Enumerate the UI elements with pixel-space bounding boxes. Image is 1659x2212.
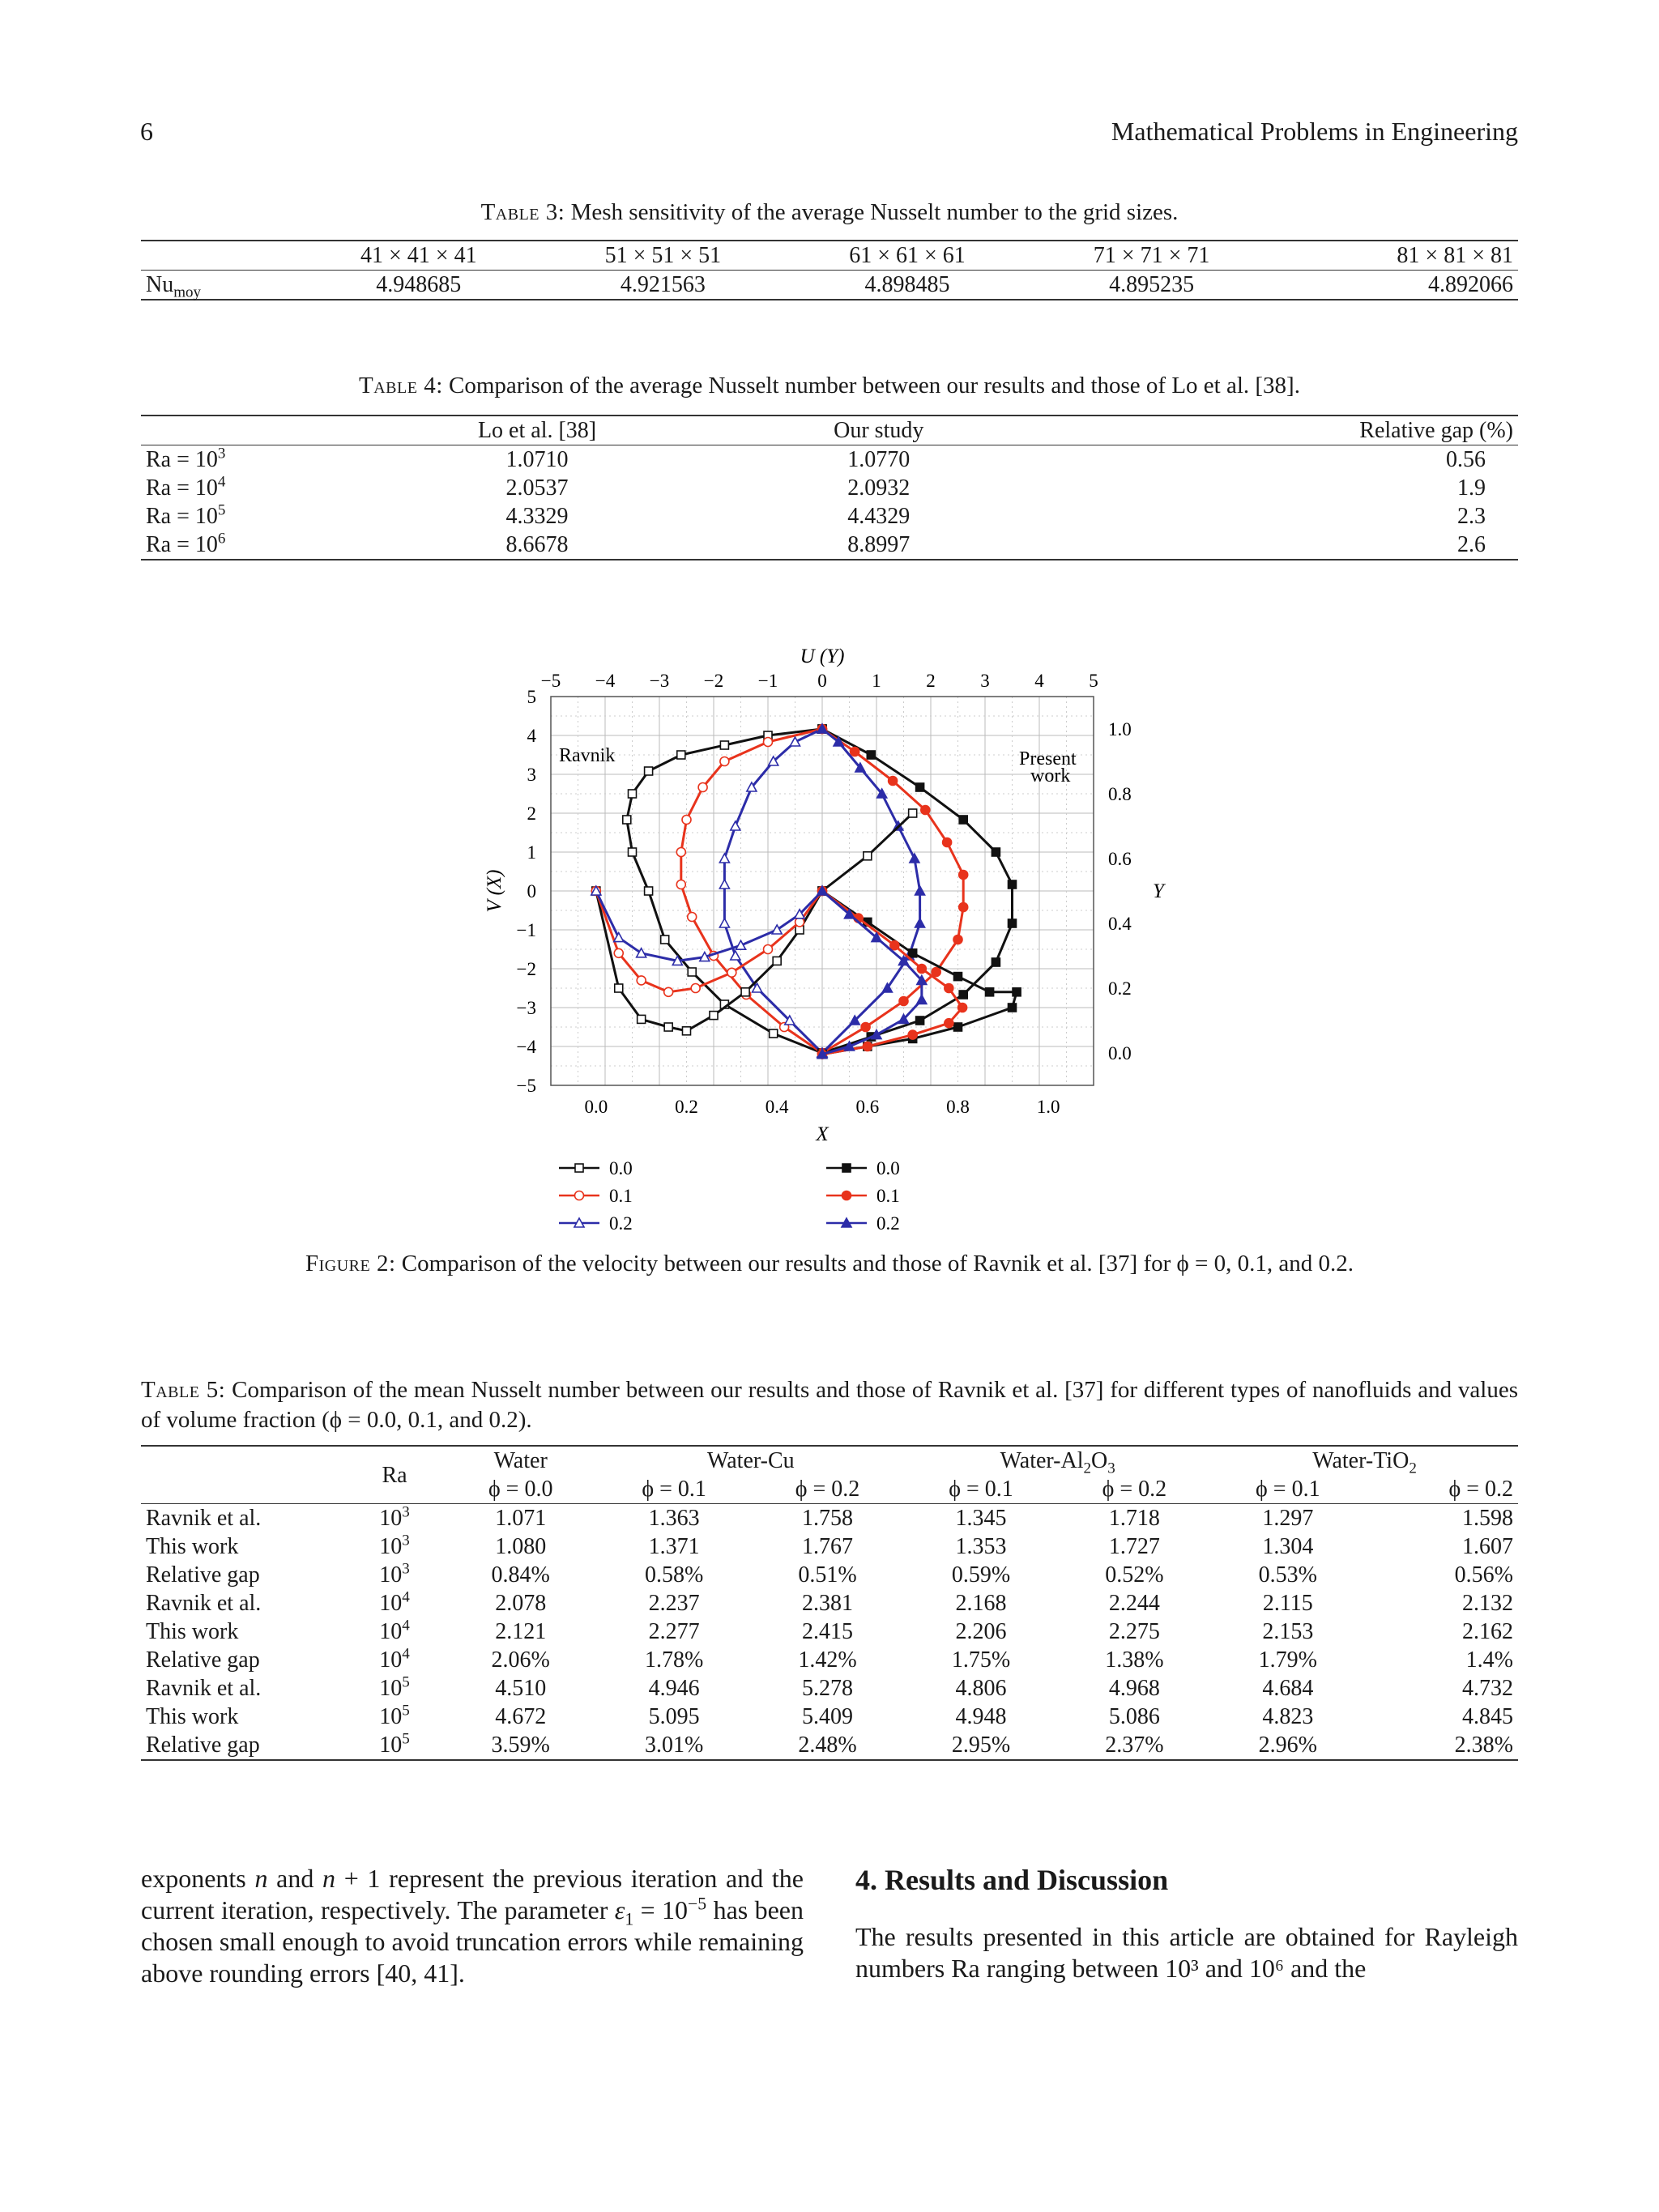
y-left-tick-label: 2: [527, 803, 536, 824]
table3-col: 51 × 51 × 51: [604, 243, 722, 268]
table5-row: [141, 1589, 1518, 1617]
data-point: [629, 790, 637, 798]
table4-cell: 2.0537: [505, 475, 569, 501]
table4-cell: 1.9: [1457, 475, 1486, 501]
data-point: [909, 809, 917, 817]
data-point: [661, 936, 669, 944]
data-point: [731, 951, 740, 960]
series-line: [596, 891, 822, 992]
table5-cell: 4.948: [955, 1704, 1007, 1729]
body-right-paragraph: The results presented in this article are obtained for Rayleigh numbers Ra ranging between 10³ and 10⁶ and the: [855, 1922, 1518, 1983]
x-bottom-tick-label: 1.0: [1036, 1097, 1060, 1117]
data-point: [899, 997, 908, 1006]
label-present: work: [1030, 765, 1071, 786]
table5-row: [141, 1561, 1518, 1589]
table5-row: [141, 1703, 1518, 1731]
data-point: [992, 848, 1000, 856]
table5-cell: 1.767: [802, 1534, 854, 1559]
table5-ra-cell: $10^3$: [379, 1503, 410, 1531]
table5-caption-label: Table 5:: [141, 1377, 226, 1403]
table5-cell: 0.56%: [1454, 1562, 1513, 1588]
data-point: [614, 933, 624, 942]
table5-row: [141, 1504, 1518, 1533]
series-present-work-vx: [818, 887, 967, 1059]
table5-group-water: Water: [493, 1448, 548, 1473]
x-top-tick-label: 3: [980, 671, 990, 691]
table5-cell: 1.297: [1262, 1506, 1314, 1531]
table5-cell: 0.84%: [491, 1562, 550, 1588]
table5-cell: 1.353: [955, 1534, 1007, 1559]
data-point: [959, 991, 967, 999]
data-point: [954, 973, 962, 981]
x-top-tick-label: 1: [872, 671, 881, 691]
table5-caption-text: Comparison of the mean Nusselt number between our results and those of Ravnik et al. [37] for different types of nanofluids and values of volume fraction (ϕ = 0.0, 0.1, and 0.2).: [141, 1377, 1519, 1433]
table3-row: [141, 271, 1518, 300]
data-point: [677, 751, 685, 759]
data-point: [908, 1030, 917, 1039]
table5-cell: 2.48%: [798, 1733, 857, 1758]
data-point: [741, 988, 749, 996]
y-left-tick-label: −4: [516, 1037, 536, 1057]
data-point: [614, 948, 623, 957]
data-point: [645, 887, 653, 895]
y-left-tick-label: −1: [516, 920, 536, 940]
section-title: 4. Results and Discussion: [855, 1864, 1169, 1896]
data-point: [676, 880, 685, 889]
data-point: [764, 738, 773, 747]
table3-cell: 4.921563: [620, 272, 706, 297]
data-point: [676, 848, 685, 857]
table5-cell: 0.51%: [798, 1562, 857, 1588]
y-left-tick-label: 5: [527, 687, 536, 707]
x-top-tick-label: −3: [649, 671, 670, 691]
y-left-tick-label: 3: [527, 765, 536, 785]
table5-cell: 2.06%: [491, 1647, 550, 1673]
table3-col: 61 × 61 × 61: [849, 243, 966, 268]
table4: [141, 415, 1518, 560]
chart-legend: [559, 1158, 900, 1231]
y-left-tick-label: 1: [527, 842, 536, 863]
table4-row-label: $Ra = 10^3$: [146, 445, 226, 472]
data-point: [698, 783, 707, 792]
table5-phi-header: ϕ = 0.1: [949, 1477, 1013, 1502]
legend-marker: [842, 1191, 851, 1200]
table5-cell: 2.277: [648, 1619, 700, 1644]
label-ravnik: Ravnik: [559, 745, 616, 766]
table5-ra-cell: $10^3$: [379, 1560, 410, 1588]
data-point: [719, 918, 729, 927]
y-right-tick-label: 0.8: [1108, 784, 1132, 804]
data-point: [863, 1042, 872, 1051]
table5-cell: 2.38%: [1454, 1733, 1513, 1758]
table5-cell: 4.510: [495, 1676, 547, 1701]
data-point: [691, 984, 700, 993]
table4-cell: 0.56: [1446, 447, 1486, 472]
table5-cell: 1.607: [1462, 1534, 1513, 1559]
table5-row: [141, 1617, 1518, 1646]
data-point: [916, 783, 924, 791]
table5-cell: 0.52%: [1105, 1562, 1164, 1588]
table5-cell: 1.371: [648, 1534, 700, 1559]
data-point: [682, 816, 691, 825]
x-top-tick-label: −1: [757, 671, 778, 691]
legend-marker: [575, 1164, 583, 1172]
y-left-tick-label: −3: [516, 998, 536, 1018]
table4-cell: 1.0710: [505, 447, 569, 472]
table4-cell: 8.8997: [847, 532, 911, 557]
table5-caption: [141, 1375, 1518, 1435]
table5-cell: 1.598: [1462, 1506, 1513, 1531]
table3-cell: 4.948685: [376, 272, 462, 297]
data-point: [719, 880, 729, 889]
data-point: [638, 1015, 646, 1023]
data-point: [953, 936, 962, 944]
table4-cell: 4.4329: [847, 504, 911, 529]
data-point: [637, 976, 646, 985]
x-top-tick-label: 2: [926, 671, 936, 691]
table5-row-label: Relative gap: [146, 1733, 260, 1758]
data-point: [861, 1023, 870, 1032]
label-present: Present: [1019, 748, 1077, 769]
y-right-tick-label: 0.6: [1108, 849, 1132, 869]
table4-header-row: [141, 416, 1518, 445]
legend-marker: [575, 1191, 584, 1200]
data-point: [645, 767, 653, 775]
data-point: [770, 1029, 778, 1038]
legend-label: 0.1: [876, 1186, 900, 1206]
table5-cell: 4.732: [1462, 1676, 1513, 1701]
table4-cell: 4.3329: [505, 504, 569, 529]
table5-cell: 1.4%: [1465, 1647, 1513, 1673]
table4-caption-text: Comparison of the average Nusselt number between our results and those of Lo et al. [38].: [449, 373, 1300, 399]
table5-row-label: Relative gap: [146, 1562, 260, 1588]
table3-col: 41 × 41 × 41: [360, 243, 477, 268]
y-right-tick-label: 0.2: [1108, 978, 1132, 999]
table5-row-label: Relative gap: [146, 1647, 260, 1673]
data-point: [867, 751, 875, 759]
data-point: [889, 777, 898, 786]
table5-group-water-cu: Water-Cu: [707, 1448, 795, 1473]
table3-caption-text: Mesh sensitivity of the average Nusselt number to the grid sizes.: [570, 199, 1179, 225]
table5-row: [141, 1532, 1518, 1561]
table5-cell: 0.58%: [644, 1562, 704, 1588]
table5-group-row: [141, 1446, 1518, 1475]
table5-cell: 1.38%: [1105, 1647, 1164, 1673]
data-point: [731, 821, 740, 830]
data-point: [615, 984, 623, 992]
data-point: [959, 903, 968, 912]
x-top-tick-label: −4: [595, 671, 616, 691]
journal-title: Mathematical Problems in Engineering: [1111, 117, 1518, 146]
data-point: [992, 958, 1000, 966]
legend-label: 0.1: [609, 1186, 633, 1206]
y-right-axis-label: Y: [1153, 880, 1164, 902]
table5-row: [141, 1646, 1518, 1674]
data-point: [986, 988, 994, 996]
table3: [141, 240, 1518, 300]
table5-cell: 2.96%: [1258, 1733, 1317, 1758]
table5-cell: 2.115: [1262, 1591, 1313, 1616]
data-point: [954, 1023, 962, 1031]
table3-caption-label: Table 3:: [480, 199, 565, 225]
page-number: 6: [140, 117, 153, 146]
x-top-tick-label: 0: [817, 671, 827, 691]
table5-cell: 1.727: [1108, 1534, 1160, 1559]
data-point: [1009, 919, 1017, 927]
table5-cell: 0.59%: [951, 1562, 1011, 1588]
data-point: [921, 806, 930, 815]
x-top-axis-label: U (Y): [800, 646, 845, 667]
data-point: [943, 838, 952, 847]
table5-cell: 2.162: [1462, 1619, 1513, 1644]
table4-cell: 2.0932: [847, 475, 911, 501]
table5-cell: 0.53%: [1258, 1562, 1317, 1588]
table5-row: [141, 1731, 1518, 1760]
table5-phi-header: ϕ = 0.2: [1448, 1477, 1513, 1502]
table5-cell: 1.75%: [951, 1647, 1011, 1673]
x-bottom-tick-label: 0.2: [675, 1097, 698, 1117]
data-point: [851, 748, 859, 757]
data-point: [910, 854, 919, 863]
data-point: [958, 1004, 967, 1012]
table5: [141, 1445, 1518, 1761]
table5-cell: 4.823: [1262, 1704, 1314, 1729]
table5-cell: 5.409: [802, 1704, 854, 1729]
data-point: [710, 1012, 718, 1020]
y-left-tick-label: −2: [516, 959, 536, 979]
table3-caption: [141, 199, 1518, 226]
table5-cell: 4.806: [955, 1676, 1007, 1701]
table5-phi-header: ϕ = 0.0: [488, 1477, 553, 1502]
table4-cell: 1.0770: [847, 447, 911, 472]
data-point: [764, 945, 773, 954]
table5-ra-cell: $10^5$: [379, 1730, 410, 1758]
table5-cell: 2.37%: [1105, 1733, 1164, 1758]
table5-phi-header: ϕ = 0.1: [642, 1477, 706, 1502]
table5-cell: 1.718: [1108, 1506, 1160, 1531]
table5-ra-cell: $10^4$: [379, 1645, 410, 1673]
table5-cell: 2.415: [802, 1619, 854, 1644]
series-ravnik-vx: [591, 886, 827, 965]
data-point: [959, 871, 968, 880]
data-point: [773, 957, 781, 965]
series-line: [596, 891, 822, 961]
data-point: [623, 816, 631, 824]
table5-cell: 2.132: [1462, 1591, 1513, 1616]
table4-col: Relative gap (%): [1359, 418, 1513, 443]
data-point: [945, 1019, 953, 1028]
table5-group-water-tio2: Water-TiO$_2$: [1312, 1448, 1417, 1477]
data-point: [1009, 880, 1017, 889]
data-point: [727, 968, 736, 977]
data-point: [688, 913, 697, 922]
x-bottom-axis-label: X: [816, 1123, 829, 1145]
table5-row-label: Ravnik et al.: [146, 1676, 262, 1701]
table3-header-empty: [141, 241, 296, 271]
table5-group-water-al2o3: Water-$Al_2O_3$: [1000, 1448, 1115, 1477]
data-point: [959, 816, 967, 824]
figure2-caption-text: Comparison of the velocity between our results and those of Ravnik et al. [37] for ϕ = 0, 0.1, and 0.2.: [401, 1251, 1354, 1276]
data-point: [916, 1016, 924, 1025]
table3-header-row: [141, 241, 1518, 271]
table3-cell: 4.898485: [864, 272, 950, 297]
table5-cell: 4.684: [1262, 1676, 1314, 1701]
table5-cell: 4.946: [648, 1676, 700, 1701]
table5-row-label: Ravnik et al.: [146, 1506, 262, 1531]
table5-cell: 4.968: [1108, 1676, 1160, 1701]
y-left-tick-label: −5: [516, 1076, 536, 1096]
table4-caption: [141, 373, 1518, 399]
table4-col: Our study: [834, 418, 924, 443]
data-point: [890, 941, 899, 950]
table5-cell: 1.758: [802, 1506, 854, 1531]
table5-cell: 2.121: [495, 1619, 547, 1644]
table5-cell: 1.79%: [1258, 1647, 1317, 1673]
legend-label: 0.0: [609, 1158, 633, 1178]
table5-ra-cell: $10^5$: [379, 1702, 410, 1729]
data-point: [945, 984, 953, 993]
table4-row-label: $Ra = 10^4$: [146, 473, 226, 501]
x-top-tick-label: −5: [540, 671, 561, 691]
table5-cell: 5.095: [648, 1704, 700, 1729]
table5-row-label: Ravnik et al.: [146, 1591, 262, 1616]
data-point: [720, 741, 728, 749]
legend-label: 0.2: [609, 1213, 633, 1231]
x-bottom-tick-label: 0.6: [855, 1097, 880, 1117]
data-point: [683, 1027, 691, 1035]
table4-row-label: $Ra = 10^6$: [146, 530, 226, 557]
x-bottom-tick-label: 0.8: [946, 1097, 970, 1117]
table4-cell: 8.6678: [505, 532, 569, 557]
data-point: [688, 968, 696, 976]
table5-ra-cell: $10^3$: [379, 1532, 410, 1559]
table5-cell: 2.237: [648, 1591, 700, 1616]
table5-header-empty: [141, 1446, 345, 1504]
table4-row: [141, 502, 1518, 531]
table5-ra-header: Ra: [382, 1462, 407, 1488]
table5-phi-header: ϕ = 0.2: [795, 1477, 860, 1502]
x-top-tick-label: 5: [1089, 671, 1098, 691]
legend-label: 0.0: [876, 1158, 900, 1178]
table5-row-label: This work: [146, 1704, 239, 1729]
x-bottom-tick-label: 0.4: [765, 1097, 789, 1117]
legend-label: 0.2: [876, 1213, 900, 1231]
table4-cell: 2.3: [1457, 504, 1486, 529]
body-left-paragraph: exponents n and n + 1 represent the previous iteration and the current iteration, respectively. The parameter $\varepsilon_1 = 10^{-5}$ has been chosen small enough to avoid truncation errors while remaining above rounding errors [40, 41].: [141, 1864, 804, 1988]
table4-row: [141, 531, 1518, 560]
data-point: [719, 854, 729, 863]
table3-row-label: $Nu_{moy}$: [146, 272, 202, 301]
table5-phi-header: ϕ = 0.1: [1256, 1477, 1320, 1502]
series-line: [822, 891, 922, 1055]
table5-cell: 3.59%: [491, 1733, 550, 1758]
y-left-tick-label: 4: [527, 726, 536, 746]
table4-row: [141, 474, 1518, 502]
table4-row-label: $Ra = 10^5$: [146, 501, 226, 529]
table3-col: 81 × 81 × 81: [1397, 243, 1513, 268]
x-bottom-tick-label: 0.0: [584, 1097, 608, 1117]
data-point: [664, 987, 673, 996]
table5-cell: 1.363: [648, 1506, 700, 1531]
table5-cell: 3.01%: [644, 1733, 704, 1758]
figure2-caption: [141, 1251, 1518, 1277]
data-point: [1013, 988, 1021, 996]
data-point: [720, 757, 729, 766]
y-left-tick-label: 0: [527, 881, 536, 901]
table5-row-label: This work: [146, 1534, 239, 1559]
table3-cell: 4.895235: [1109, 272, 1195, 297]
data-point: [917, 995, 927, 1004]
legend-marker: [842, 1164, 851, 1172]
table5-cell: 1.78%: [644, 1647, 704, 1673]
data-point: [664, 1023, 672, 1031]
table5-cell: 2.244: [1108, 1591, 1160, 1616]
table3-col: 71 × 71 × 71: [1093, 243, 1210, 268]
table5-cell: 1.304: [1262, 1534, 1314, 1559]
y-right-tick-label: 0.0: [1108, 1043, 1132, 1063]
table5-cell: 5.278: [802, 1676, 854, 1701]
y-left-axis-label: V (X): [484, 869, 505, 913]
x-top-tick-label: 4: [1034, 671, 1044, 691]
table5-cell: 2.078: [495, 1591, 547, 1616]
table5-cell: 1.071: [495, 1506, 547, 1531]
figure2-chart: [454, 632, 1166, 1231]
table5-cell: 2.275: [1108, 1619, 1160, 1644]
table5-ra-cell: $10^4$: [379, 1588, 410, 1616]
figure2-caption-label: Figure 2:: [305, 1251, 396, 1276]
data-point: [1009, 1004, 1017, 1012]
table5-ra-cell: $10^4$: [379, 1617, 410, 1644]
table5-phi-header: ϕ = 0.2: [1102, 1477, 1167, 1502]
table5-cell: 2.381: [802, 1591, 854, 1616]
x-top-tick-label: −2: [703, 671, 724, 691]
table5-cell: 1.345: [955, 1506, 1007, 1531]
table5-cell: 2.153: [1262, 1619, 1314, 1644]
y-right-tick-label: 1.0: [1108, 719, 1132, 739]
data-point: [909, 949, 917, 957]
data-point: [864, 852, 872, 860]
table5-cell: 1.080: [495, 1534, 547, 1559]
table3-cell: 4.892066: [1428, 272, 1513, 297]
table4-cell: 2.6: [1457, 532, 1486, 557]
data-point: [917, 965, 926, 974]
table5-row: [141, 1674, 1518, 1703]
table5-cell: 2.95%: [951, 1733, 1011, 1758]
table5-cell: 2.168: [955, 1591, 1007, 1616]
y-right-tick-label: 0.4: [1108, 914, 1132, 934]
table4-caption-label: Table 4:: [359, 373, 443, 399]
table5-cell: 5.086: [1108, 1704, 1160, 1729]
table5-row-label: This work: [146, 1619, 239, 1644]
table5-cell: 4.845: [1462, 1704, 1513, 1729]
data-point: [932, 968, 940, 977]
table5-cell: 2.206: [955, 1619, 1007, 1644]
data-point: [629, 848, 637, 856]
table5-ra-cell: $10^5$: [379, 1673, 410, 1701]
data-point: [915, 918, 925, 927]
table4-row: [141, 445, 1518, 475]
table4-header-empty: [141, 416, 345, 445]
table5-cell: 1.42%: [798, 1647, 857, 1673]
table4-col: Lo et al. [38]: [477, 418, 597, 443]
table5-cell: 4.672: [495, 1704, 547, 1729]
